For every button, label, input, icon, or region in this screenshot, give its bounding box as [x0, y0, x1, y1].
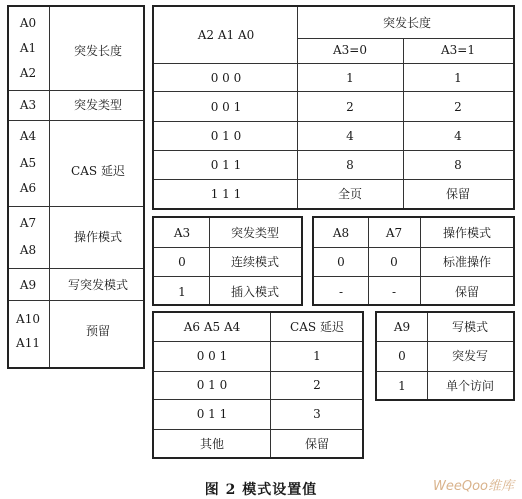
header-a8: A8	[332, 226, 350, 240]
table-cell: 0 1 1	[196, 407, 228, 421]
table-cell: 2	[313, 378, 321, 392]
table-cell: -	[338, 285, 344, 299]
header-bits-a6-a5-a4: A6 A5 A4	[183, 320, 241, 334]
field-label-cas-latency: CAS 延迟	[71, 164, 125, 178]
table-cell: 0	[178, 255, 186, 269]
table-cell: 0	[337, 255, 345, 269]
figure-caption: 图 2 模式设置值	[204, 482, 318, 498]
header-a3: A3	[173, 226, 191, 240]
bit-label: A9	[19, 278, 37, 292]
table-cell: 突发写	[451, 349, 489, 363]
table-cell: 2	[454, 100, 462, 114]
bit-label: A6	[19, 181, 37, 195]
bit-label: A7	[19, 216, 37, 230]
table-cell: 其他	[199, 437, 225, 451]
table-cell: 1	[454, 71, 462, 85]
header-burst-type: 突发类型	[230, 226, 280, 240]
table-cell: 保留	[304, 437, 330, 451]
table-cell: 0	[398, 349, 406, 363]
field-label-reserved: 预留	[85, 324, 111, 338]
header-a3-1: A3=1	[441, 43, 475, 57]
table-cell: 1	[346, 71, 354, 85]
field-label-burst-length: 突发长度	[73, 44, 123, 58]
table-cell: 0	[390, 255, 398, 269]
table-cell: -	[391, 285, 397, 299]
table-cell: 0 0 1	[210, 100, 242, 114]
burst-type-table	[152, 216, 303, 306]
register-field-table	[7, 5, 145, 369]
header-a7: A7	[385, 226, 403, 240]
table-cell: 0 1 1	[210, 158, 242, 172]
table-cell: 2	[346, 100, 354, 114]
table-cell: 保留	[454, 285, 480, 299]
table-cell: 8	[346, 158, 354, 172]
bit-label: A5	[19, 156, 37, 170]
header-a9: A9	[393, 320, 411, 334]
table-cell: 单个访问	[445, 379, 495, 393]
field-label-write-burst: 写突发模式	[67, 278, 129, 292]
header-a3-0: A3=0	[333, 43, 367, 57]
table-cell: 4	[346, 129, 354, 143]
bit-label: A2	[19, 66, 37, 80]
bit-label: A10	[16, 312, 40, 326]
watermark-logo: WeeQoo维库	[433, 479, 514, 494]
table-cell: 3	[313, 407, 321, 421]
bit-label: A11	[16, 336, 40, 350]
table-cell: 全页	[337, 187, 363, 201]
table-cell: 0 0 1	[196, 349, 228, 363]
header-op-mode: 操作模式	[442, 226, 492, 240]
header-burst-length: 突发长度	[382, 16, 432, 30]
field-label-op-mode: 操作模式	[73, 230, 123, 244]
table-cell: 0 1 0	[196, 378, 228, 392]
table-cell: 8	[454, 158, 462, 172]
table-cell: 连续模式	[230, 255, 280, 269]
table-cell: 0 1 0	[210, 129, 242, 143]
header-bits-a2-a1-a0: A2 A1 A0	[197, 28, 255, 42]
field-label-burst-type: 突发类型	[73, 98, 123, 112]
header-cas-latency: CAS 延迟	[290, 320, 344, 334]
bit-label: A3	[19, 98, 37, 112]
table-cell: 保留	[445, 187, 471, 201]
cas-latency-table	[152, 311, 364, 459]
bit-label: A1	[19, 41, 37, 55]
table-cell: 0 0 0	[210, 71, 242, 85]
table-cell: 1	[398, 379, 406, 393]
bit-label: A0	[19, 16, 37, 30]
write-mode-table	[375, 311, 515, 401]
table-cell: 1	[178, 285, 186, 299]
table-cell: 插入模式	[230, 285, 280, 299]
table-cell: 1	[313, 349, 321, 363]
table-cell: 标准操作	[442, 255, 492, 269]
burst-length-table	[152, 5, 515, 210]
table-cell: 4	[454, 129, 462, 143]
header-write-mode: 写模式	[451, 320, 489, 334]
table-cell: 1 1 1	[210, 187, 242, 201]
bit-label: A4	[19, 129, 37, 143]
bit-label: A8	[19, 243, 37, 257]
operation-mode-table	[312, 216, 515, 306]
